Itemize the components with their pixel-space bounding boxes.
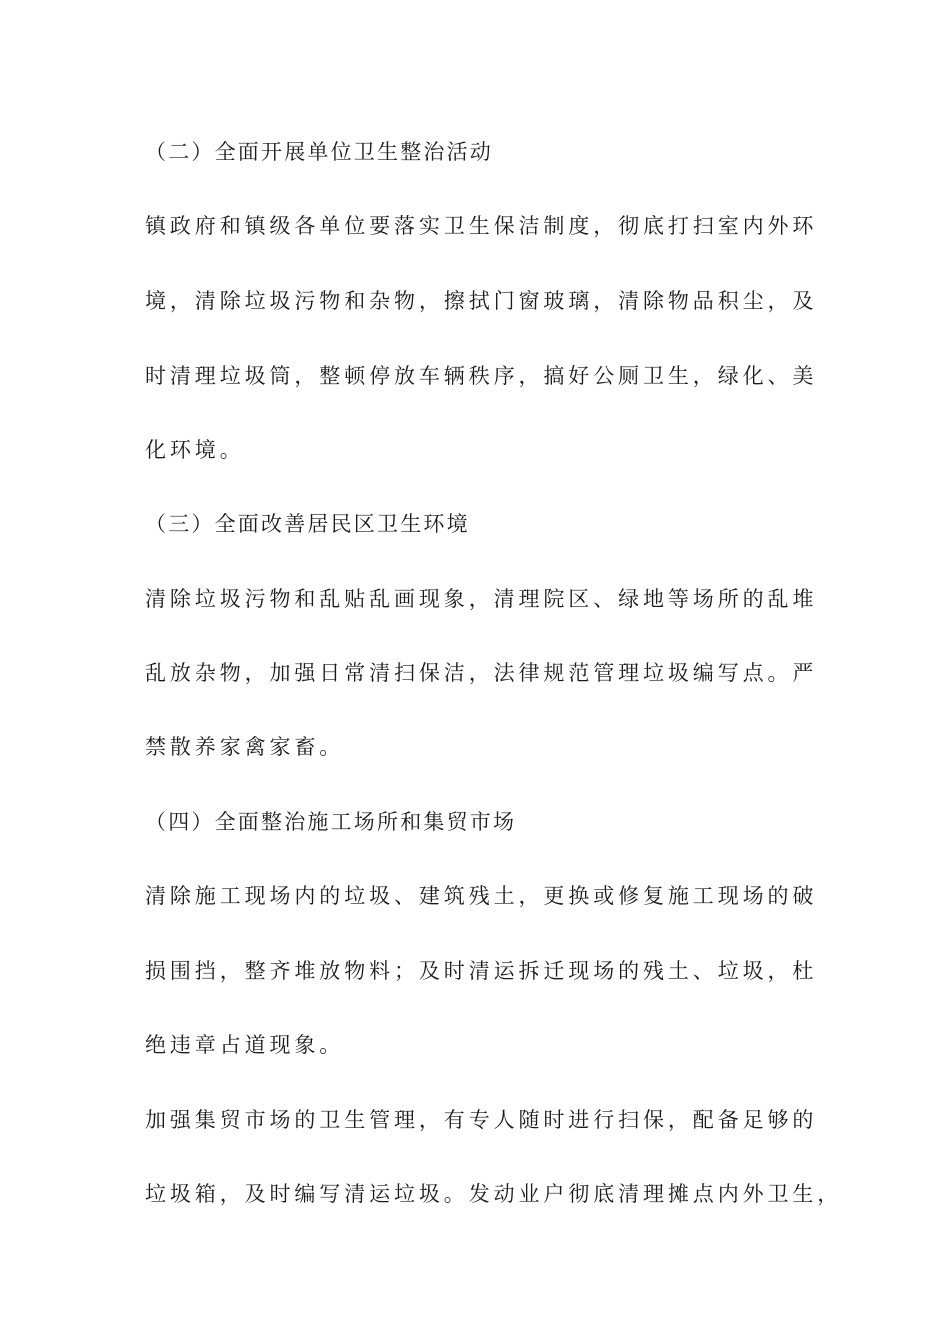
- paragraph-line: 绝违章占道现象。: [145, 1033, 345, 1057]
- paragraph-line: 清除施工现场内的垃圾、建筑残土，更换或修复施工现场的破: [145, 884, 818, 908]
- paragraph-line: 时清理垃圾筒，整顿停放车辆秩序，搞好公厕卫生，绿化、美: [145, 364, 818, 388]
- section-heading-4: （四）全面整治施工场所和集贸市场: [145, 810, 517, 834]
- paragraph-line: 加强集贸市场的卫生管理，有专人随时进行扫保，配备足够的: [145, 1108, 818, 1132]
- paragraph-line: 禁散养家禽家畜。: [145, 735, 345, 759]
- paragraph-line: 垃圾箱，及时编写清运垃圾。发动业户彻底清理摊点内外卫生，: [145, 1182, 843, 1206]
- section-heading-3: （三）全面改善居民区卫生环境: [145, 512, 470, 536]
- paragraph-line: 镇政府和镇级各单位要落实卫生保洁制度，彻底打扫室内外环: [145, 214, 818, 238]
- paragraph-line: 清除垃圾污物和乱贴乱画现象，清理院区、绿地等场所的乱堆: [145, 587, 818, 611]
- section-heading-2: （二）全面开展单位卫生整治活动: [145, 140, 493, 164]
- paragraph-line: 损围挡，整齐堆放物料；及时清运拆迁现场的残土、垃圾，杜: [145, 959, 818, 983]
- paragraph-line: 化环境。: [145, 438, 245, 462]
- paragraph-line: 境，清除垃圾污物和杂物，擦拭门窗玻璃，清除物品积尘，及: [145, 289, 818, 313]
- paragraph-line: 乱放杂物，加强日常清扫保洁，法律规范管理垃圾编写点。严: [145, 661, 818, 685]
